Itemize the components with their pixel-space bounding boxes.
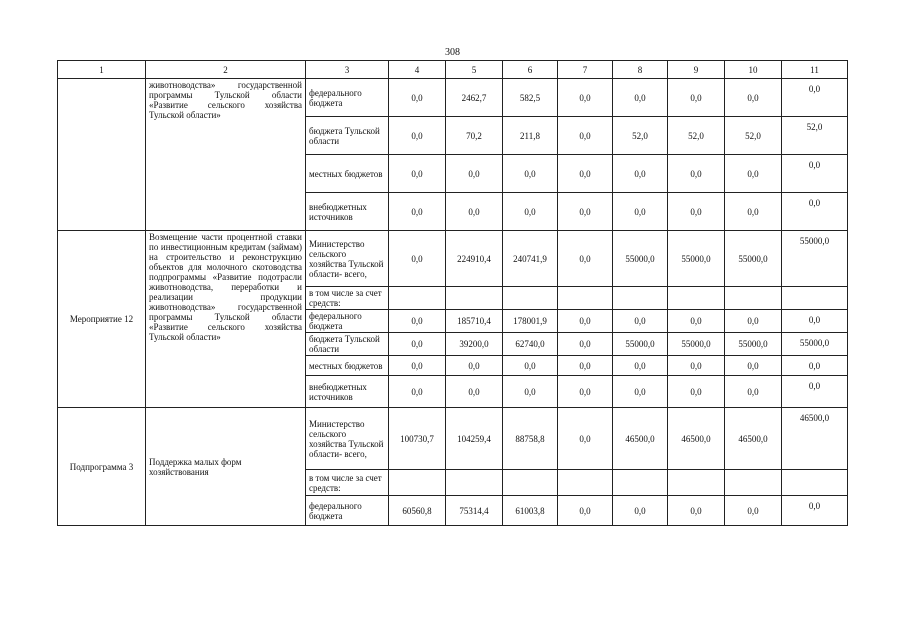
value-cell <box>782 470 848 496</box>
value-cell <box>389 287 446 310</box>
program-description-cell: животноводства» государственной программы Тульской области «Развитие сельского хозяйства Тульской области» <box>146 79 306 231</box>
program-description-cell: Возмещение части процентной ставки по инвестиционным кредитам (займам) на строительство и реконструкцию объектов для молочного скотоводства подпрограммы «Развитие подотрасли животноводства, переработки и реализации продукции животноводства» государственной программы Тульской области «Развитие сельского хозяйства Тульской области» <box>146 231 306 408</box>
value-cell: 55000,0 <box>725 333 782 356</box>
col-header: 6 <box>503 61 558 79</box>
value-cell: 224910,4 <box>446 231 503 287</box>
col-header: 9 <box>668 61 725 79</box>
value-cell: 0,0 <box>389 376 446 408</box>
value-cell: 0,0 <box>725 376 782 408</box>
funding-source-cell: внебюджетных источников <box>306 193 389 231</box>
value-cell: 0,0 <box>782 155 848 193</box>
table-body <box>58 61 848 526</box>
value-cell <box>446 470 503 496</box>
value-cell: 88758,8 <box>503 408 558 470</box>
value-cell: 0,0 <box>446 155 503 193</box>
value-cell: 0,0 <box>558 356 613 376</box>
value-cell: 0,0 <box>668 376 725 408</box>
value-cell: 0,0 <box>668 155 725 193</box>
value-cell: 240741,9 <box>503 231 558 287</box>
value-cell: 52,0 <box>782 117 848 155</box>
value-cell: 75314,4 <box>446 496 503 526</box>
value-cell <box>446 287 503 310</box>
value-cell: 55000,0 <box>668 333 725 356</box>
value-cell: 46500,0 <box>725 408 782 470</box>
value-cell: 0,0 <box>503 356 558 376</box>
value-cell: 0,0 <box>668 356 725 376</box>
funding-source-cell: в том числе за счет средств: <box>306 287 389 310</box>
value-cell: 0,0 <box>389 193 446 231</box>
value-cell: 55000,0 <box>668 231 725 287</box>
value-cell: 0,0 <box>782 79 848 117</box>
value-cell <box>668 470 725 496</box>
col-header: 8 <box>613 61 668 79</box>
value-cell: 46500,0 <box>782 408 848 470</box>
funding-source-cell: Министерство сельского хозяйства Тульской области- всего, <box>306 231 389 287</box>
value-cell: 52,0 <box>613 117 668 155</box>
value-cell: 0,0 <box>389 231 446 287</box>
funding-source-cell: местных бюджетов <box>306 356 389 376</box>
value-cell <box>613 287 668 310</box>
value-cell: 0,0 <box>558 193 613 231</box>
value-cell <box>503 470 558 496</box>
value-cell: 0,0 <box>503 155 558 193</box>
value-cell <box>613 470 668 496</box>
value-cell: 0,0 <box>613 193 668 231</box>
value-cell: 55000,0 <box>613 231 668 287</box>
value-cell: 0,0 <box>558 496 613 526</box>
value-cell: 0,0 <box>782 310 848 333</box>
value-cell: 0,0 <box>389 117 446 155</box>
value-cell <box>725 287 782 310</box>
value-cell: 70,2 <box>446 117 503 155</box>
value-cell: 0,0 <box>446 356 503 376</box>
funding-source-cell: федерального бюджета <box>306 79 389 117</box>
value-cell: 0,0 <box>613 310 668 333</box>
header-row <box>58 61 848 79</box>
value-cell: 0,0 <box>389 310 446 333</box>
value-cell: 0,0 <box>558 333 613 356</box>
value-cell: 0,0 <box>782 193 848 231</box>
value-cell: 0,0 <box>389 333 446 356</box>
col-header: 10 <box>725 61 782 79</box>
value-cell <box>782 287 848 310</box>
value-cell: 0,0 <box>725 310 782 333</box>
value-cell: 62740,0 <box>503 333 558 356</box>
value-cell: 2462,7 <box>446 79 503 117</box>
program-label-cell <box>58 79 146 231</box>
value-cell: 0,0 <box>389 155 446 193</box>
funding-source-cell: Министерство сельского хозяйства Тульской области- всего, <box>306 408 389 470</box>
value-cell: 0,0 <box>389 79 446 117</box>
value-cell: 100730,7 <box>389 408 446 470</box>
table-row <box>58 79 848 117</box>
program-description-cell: Поддержка малых форм хозяйствования <box>146 408 306 526</box>
value-cell: 0,0 <box>613 79 668 117</box>
col-header: 11 <box>782 61 848 79</box>
program-label-cell: Подпрограмма 3 <box>58 408 146 526</box>
budget-table <box>57 60 848 526</box>
value-cell: 0,0 <box>558 310 613 333</box>
value-cell <box>558 470 613 496</box>
value-cell: 52,0 <box>668 117 725 155</box>
value-cell: 0,0 <box>613 376 668 408</box>
value-cell: 55000,0 <box>613 333 668 356</box>
table-row <box>58 408 848 470</box>
value-cell: 0,0 <box>446 193 503 231</box>
col-header: 2 <box>146 61 306 79</box>
value-cell: 0,0 <box>558 376 613 408</box>
value-cell: 0,0 <box>389 356 446 376</box>
value-cell: 46500,0 <box>613 408 668 470</box>
value-cell: 61003,8 <box>503 496 558 526</box>
value-cell: 0,0 <box>503 193 558 231</box>
value-cell: 0,0 <box>503 376 558 408</box>
value-cell: 0,0 <box>668 193 725 231</box>
table-row <box>58 231 848 287</box>
value-cell: 0,0 <box>668 310 725 333</box>
value-cell: 46500,0 <box>668 408 725 470</box>
value-cell: 0,0 <box>558 155 613 193</box>
value-cell: 60560,8 <box>389 496 446 526</box>
value-cell: 0,0 <box>558 231 613 287</box>
value-cell: 0,0 <box>782 496 848 526</box>
value-cell <box>668 287 725 310</box>
value-cell: 0,0 <box>558 79 613 117</box>
funding-source-cell: федерального бюджета <box>306 496 389 526</box>
value-cell: 55000,0 <box>782 231 848 287</box>
value-cell <box>725 470 782 496</box>
value-cell: 0,0 <box>558 117 613 155</box>
value-cell <box>389 470 446 496</box>
value-cell: 0,0 <box>613 155 668 193</box>
value-cell <box>503 287 558 310</box>
value-cell: 0,0 <box>668 496 725 526</box>
value-cell: 0,0 <box>725 79 782 117</box>
value-cell: 582,5 <box>503 79 558 117</box>
program-label-cell: Мероприятие 12 <box>58 231 146 408</box>
col-header: 1 <box>58 61 146 79</box>
value-cell: 185710,4 <box>446 310 503 333</box>
value-cell: 0,0 <box>725 155 782 193</box>
col-header: 5 <box>446 61 503 79</box>
value-cell: 55000,0 <box>782 333 848 356</box>
funding-source-cell: местных бюджетов <box>306 155 389 193</box>
col-header: 4 <box>389 61 446 79</box>
col-header: 3 <box>306 61 389 79</box>
page-number: 308 <box>445 47 460 58</box>
value-cell: 39200,0 <box>446 333 503 356</box>
value-cell: 0,0 <box>613 356 668 376</box>
col-header: 7 <box>558 61 613 79</box>
value-cell: 0,0 <box>668 79 725 117</box>
funding-source-cell: бюджета Тульской области <box>306 333 389 356</box>
value-cell: 55000,0 <box>725 231 782 287</box>
value-cell: 211,8 <box>503 117 558 155</box>
value-cell: 0,0 <box>725 496 782 526</box>
value-cell: 0,0 <box>446 376 503 408</box>
value-cell: 0,0 <box>613 496 668 526</box>
value-cell: 0,0 <box>558 408 613 470</box>
funding-source-cell: федерального бюджета <box>306 310 389 333</box>
value-cell: 0,0 <box>782 356 848 376</box>
funding-source-cell: бюджета Тульской области <box>306 117 389 155</box>
value-cell: 0,0 <box>725 356 782 376</box>
value-cell: 52,0 <box>725 117 782 155</box>
funding-source-cell: внебюджетных источников <box>306 376 389 408</box>
value-cell: 178001,9 <box>503 310 558 333</box>
value-cell: 104259,4 <box>446 408 503 470</box>
funding-source-cell: в том числе за счет средств: <box>306 470 389 496</box>
value-cell <box>558 287 613 310</box>
value-cell: 0,0 <box>725 193 782 231</box>
value-cell: 0,0 <box>782 376 848 408</box>
